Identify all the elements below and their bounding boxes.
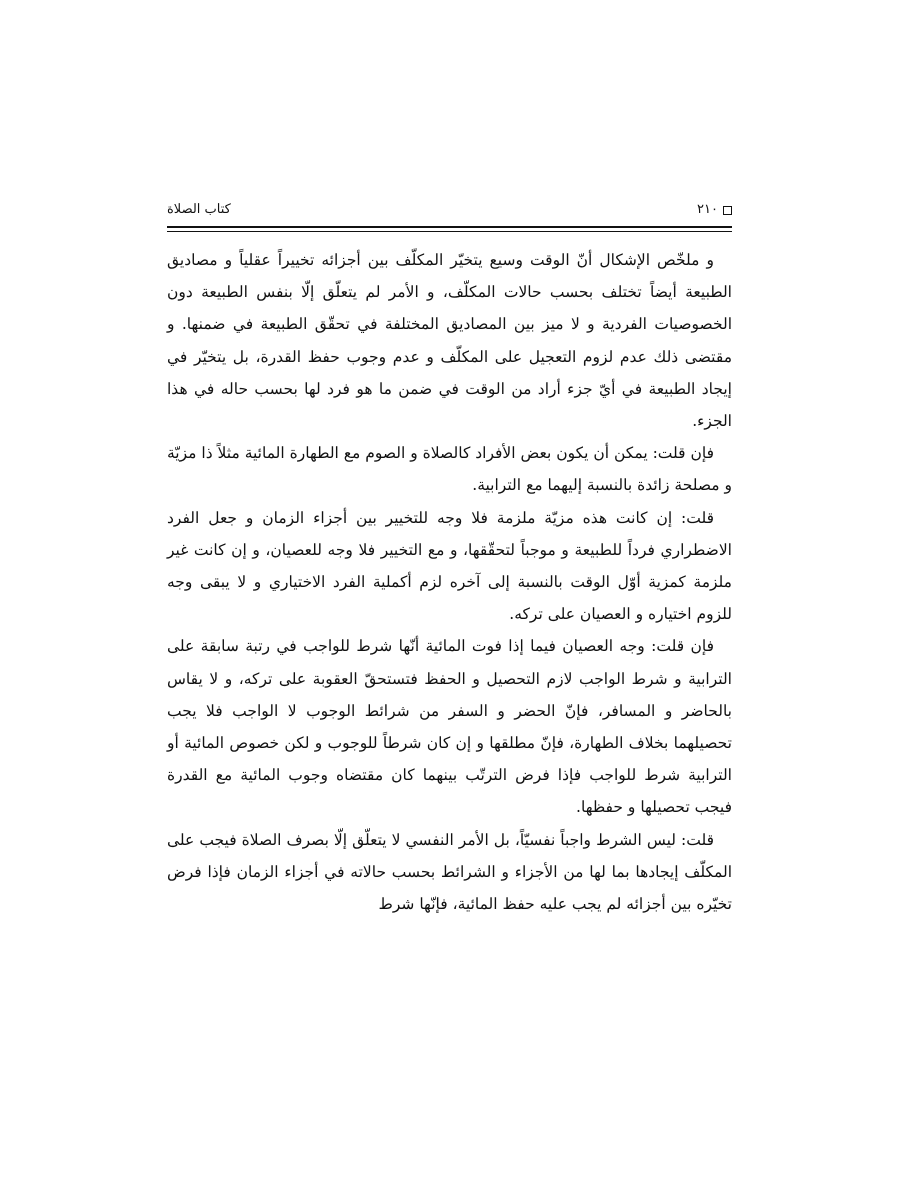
header-rule-thick [167, 226, 732, 228]
square-icon [723, 206, 732, 215]
paragraph: قلت: ليس الشرط واجباً نفسيّاً، بل الأمر النفسي لا يتعلّق إلّا بصرف الصلاة فيجب على المكلّف إيجادها بما لها من الأجزاء و الشرائط بحسب حالاته في أجزاء الزمان فإذا فرض تخيّره بين أجزائه لم يجب عليه حفظ المائية، فإنّها شرط [167, 830, 732, 914]
page-number: ٢١٠ [697, 202, 718, 217]
header-rule-thin [167, 231, 732, 232]
page-body [167, 244, 732, 920]
book-title: كتاب الصلاة [167, 202, 231, 217]
paragraph: فإن قلت: يمكن أن يكون بعض الأفراد كالصلاة و الصوم مع الطهارة المائية مثلاً ذا مزيّة و مصلحة زائدة بالنسبة إليهما مع الترابية. [167, 444, 732, 495]
page-header [167, 200, 732, 226]
page-number-group [697, 202, 732, 218]
paragraph: و ملخّص الإشكال أنّ الوقت وسيع يتخيّر المكلّف بين أجزائه تخييراً عقلياً و مصاديق الطبيعة أيضاً تختلف بحسب حالات المكلّف، و الأمر لم يتعلّق إلّا بنفس الطبيعة دون الخصوصيات الفردية و لا ميز بين المصاديق المختلفة في تحقّق الطبيعة في ضمنها. و مقتضى ذلك عدم لزوم التعجيل على المكلّف و عدم وجوب حفظ القدرة، بل يتخيّر في إيجاد الطبيعة في أيّ جزء أراد من الوقت في ضمن ما هو فرد لها بحسب حاله في هذا الجزء. [167, 251, 732, 431]
paragraph: فإن قلت: وجه العصيان فيما إذا فوت المائية أنّها شرط للواجب في رتبة سابقة على الترابية و شرط الواجب لازم التحصيل و الحفظ فتستحقّ العقوبة على تركه، و لا يقاس بالحاضر و المسافر، فإنّ الحضر و السفر من شرائط الوجوب لا الواجب فلا يجب تحصيلهما بخلاف الطهارة، فإنّ مطلقها و إن كان شرطاً للوجوب و لكن خصوص المائية أو الترابية شرط للواجب فإذا فرض الترتّب بينهما كان مقتضاه وجوب المائية مع القدرة فيجب تحصيلها و حفظها. [167, 637, 732, 817]
paragraph: قلت: إن كانت هذه مزيّة ملزمة فلا وجه للتخيير بين أجزاء الزمان و جعل الفرد الاضطراري فرداً للطبيعة و موجباً لتحقّقها، و مع التخيير فلا وجه للعصيان، و إن كانت غير ملزمة كمزية أوّل الوقت بالنسبة إلى آخره لزم أكملية الفرد الاختياري و لا يبقى وجه للزوم اختياره و العصيان على تركه. [167, 508, 732, 624]
